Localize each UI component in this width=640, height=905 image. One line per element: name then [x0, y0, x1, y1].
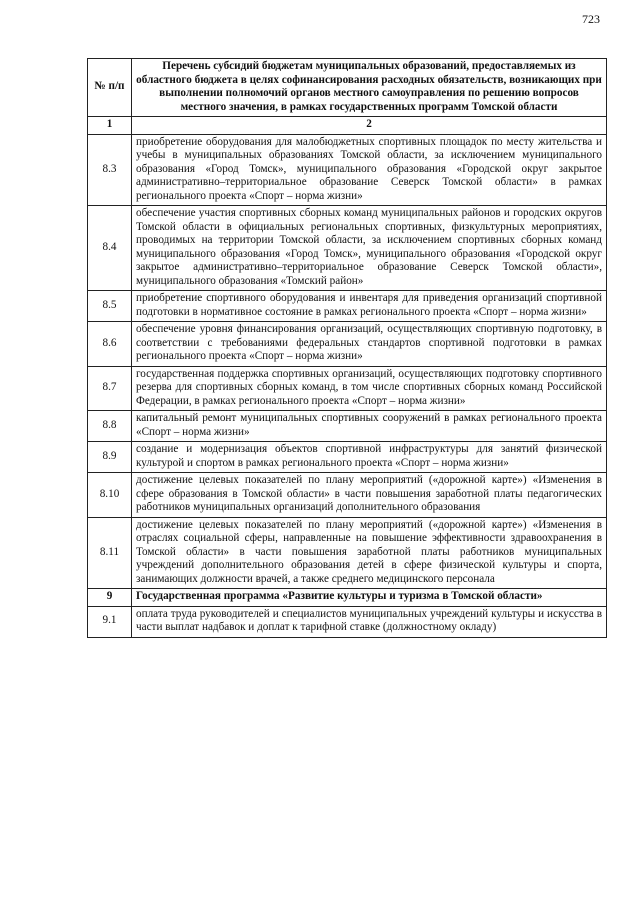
- table-row: [88, 291, 607, 322]
- header-num-label: № п/п: [88, 59, 132, 117]
- table-row: [88, 366, 607, 411]
- row-number: 9: [88, 589, 132, 607]
- table-row: [88, 442, 607, 473]
- header-title: Перечень субсидий бюджетам муниципальных образований, предоставляемых из областного бюджета в целях софинансирования расходных обязательств, возникающих при выполнении полномочий органов местного самоуправления по решению вопросов местного значения, в рамках государственных программ Томской области: [132, 59, 607, 117]
- row-text: приобретение оборудования для малобюджетных спортивных площадок по месту жительства и учебы в муниципальных образованиях Томской области, за исключением муниципального образования «Город Томск», муниципального образования «Городской округ закрытое административно–территориальное образование Северск Томской области» в рамках регионального проекта «Спорт – норма жизни»: [132, 134, 607, 206]
- row-text: приобретение спортивного оборудования и инвентаря для приведения организаций спортивной подготовки в нормативное состояние в рамках регионального проекта «Спорт – норма жизни»: [132, 291, 607, 322]
- column-number-2: 2: [132, 117, 607, 135]
- row-number: 8.11: [88, 517, 132, 589]
- row-text: достижение целевых показателей по плану мероприятий («дорожной карте») «Изменения в сфере образования в Томской области» в части повышения заработной платы педагогических работников муниципальных организаций дополнительного образования: [132, 473, 607, 518]
- row-text: Государственная программа «Развитие культуры и туризма в Томской области»: [132, 589, 607, 607]
- row-text: обеспечение участия спортивных сборных команд муниципальных районов и городских округов Томской области в официальных региональных спортивных, физкультурных мероприятиях, проводимых на территории Томской области, за исключением спортивных сборных команд муниципального образования «Город Томск», муниципального образования «Городской округ закрытое административно–территориальное образование Северск Томской области», муниципального образования «Томский район»: [132, 206, 607, 291]
- row-number: 8.4: [88, 206, 132, 291]
- row-text: обеспечение уровня финансирования организаций, осуществляющих спортивную подготовку, в соответствии с требованиями федеральных стандартов спортивной подготовки в рамках регионального проекта «Спорт – норма жизни»: [132, 322, 607, 367]
- row-text: оплата труда руководителей и специалистов муниципальных учреждений культуры и искусства в части выплат надбавок и доплат к тарифной ставке (должностному окладу): [132, 606, 607, 637]
- row-number: 8.3: [88, 134, 132, 206]
- subsidies-table: [87, 58, 607, 638]
- table-row: [88, 411, 607, 442]
- row-number: 8.5: [88, 291, 132, 322]
- row-number: 8.7: [88, 366, 132, 411]
- table-row: [88, 517, 607, 589]
- column-number-row: [88, 117, 607, 135]
- table-row: [88, 322, 607, 367]
- page-number: 723: [582, 12, 600, 26]
- column-number-1: 1: [88, 117, 132, 135]
- table-body: [88, 134, 607, 637]
- table-row: [88, 206, 607, 291]
- row-number: 8.10: [88, 473, 132, 518]
- table-row: [88, 606, 607, 637]
- row-number: 9.1: [88, 606, 132, 637]
- table-row: [88, 134, 607, 206]
- row-text: государственная поддержка спортивных организаций, осуществляющих подготовку спортивного резерва для спортивных сборных команд, в том числе спортивных сборных команд Российской Федерации, в рамках регионального проекта «Спорт – норма жизни»: [132, 366, 607, 411]
- table-row: [88, 589, 607, 607]
- row-text: капитальный ремонт муниципальных спортивных сооружений в рамках регионального проекта «Спорт – норма жизни»: [132, 411, 607, 442]
- row-text: создание и модернизация объектов спортивной инфраструктуры для занятий физической культурой и спортом в рамках регионального проекта «Спорт – норма жизни»: [132, 442, 607, 473]
- row-number: 8.6: [88, 322, 132, 367]
- row-number: 8.8: [88, 411, 132, 442]
- row-text: достижение целевых показателей по плану мероприятий («дорожной карте») «Изменения в отраслях социальной сферы, направленные на повышение эффективности здравоохранения в Томской области» в части повышения заработной платы работников муниципальных учреждений дополнительного образования детей в сфере физической культуры и спорта, занимающих должности врачей, а также среднего медицинского персонала: [132, 517, 607, 589]
- table-row: [88, 473, 607, 518]
- table-header-row: [88, 59, 607, 117]
- row-number: 8.9: [88, 442, 132, 473]
